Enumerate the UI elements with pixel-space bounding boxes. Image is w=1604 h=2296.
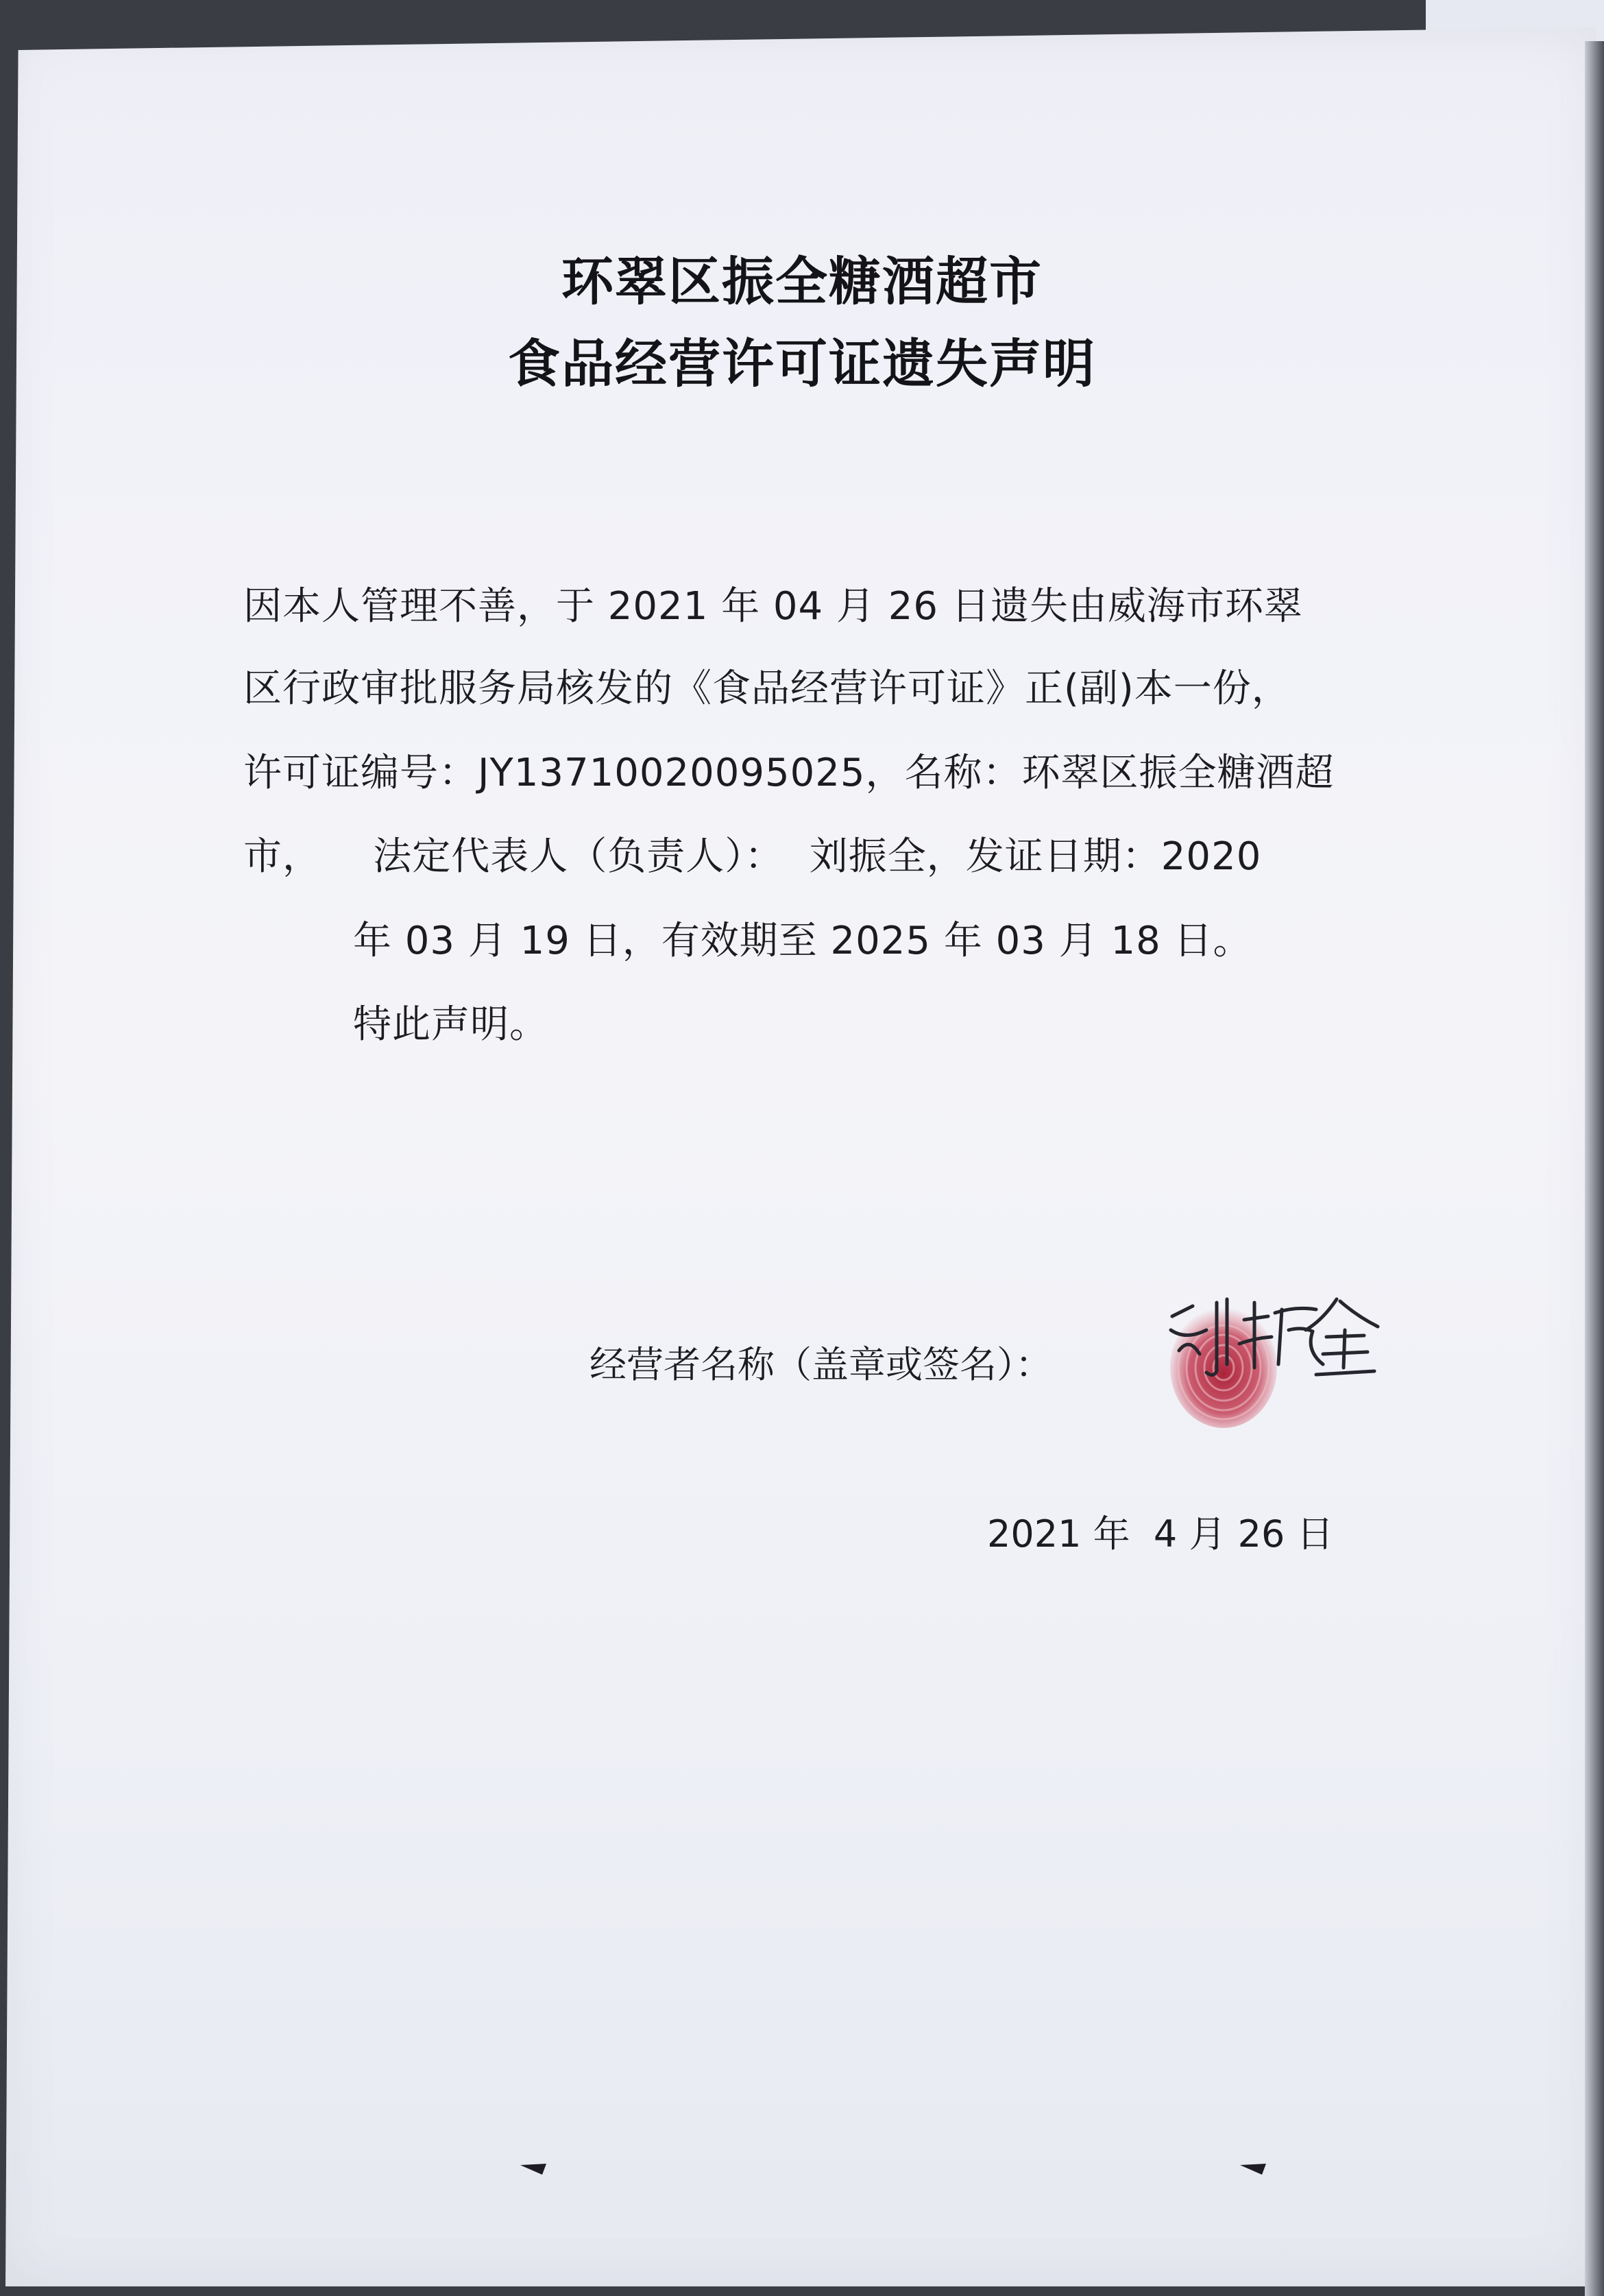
body-line-4: 市， 法定代表人（负责人）： 刘振全，发证日期：2020 — [243, 834, 1262, 879]
handwritten-signature — [1158, 1289, 1392, 1392]
document-title-line1: 环翠区振全糖酒超市 — [561, 251, 1043, 312]
document-title-line2: 食品经营许可证遗失声明 — [508, 333, 1096, 394]
body-line-5: 年 03 月 19 日，有效期至 2025 年 03 月 18 日。 — [353, 919, 1252, 963]
body-line-6: 特此声明。 — [353, 1002, 548, 1047]
signer-label: 经营者名称（盖章或签名）： — [590, 1343, 1052, 1386]
body-line-3: 许可证编号：JY13710020095025，名称：环翠区振全糖酒超 — [243, 751, 1335, 795]
staple-mark-right — [1239, 2161, 1269, 2177]
body-line-2: 区行政审批服务局核发的《食品经营许可证》正(副)本一份， — [243, 666, 1291, 711]
body-line-1: 因本人管理不善，于 2021 年 04 月 26 日遗失由威海市环翠 — [243, 584, 1303, 629]
staple-mark-left — [519, 2161, 549, 2177]
declaration-date: 2021 年 4 月 26 日 — [987, 1512, 1334, 1556]
